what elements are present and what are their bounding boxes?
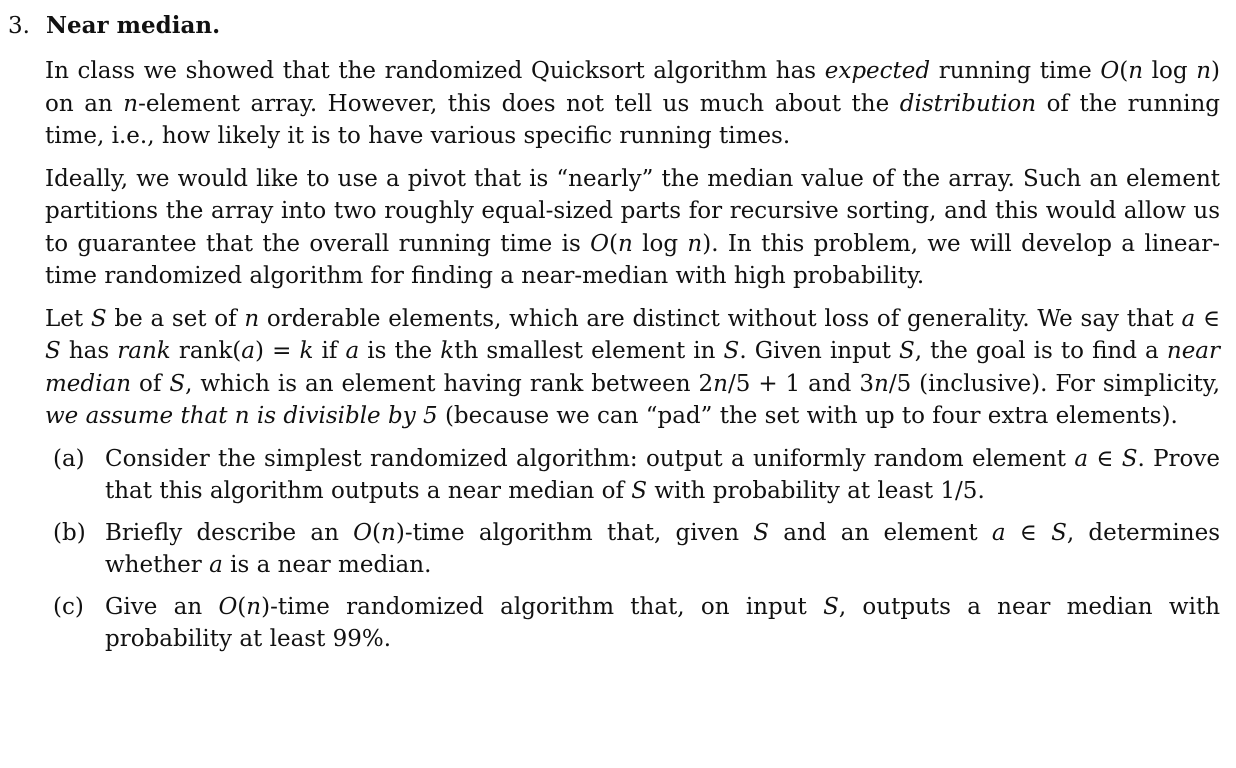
text-run: log — [632, 230, 688, 257]
italic-text: a — [345, 338, 360, 364]
italic-text: n — [687, 230, 703, 257]
text-run: running time — [930, 58, 1101, 84]
text-run: ( — [608, 230, 618, 257]
text-run: ( — [372, 519, 382, 546]
text-run: -element array. However, this does not tell us much about the — [138, 90, 900, 117]
text-run: be a set of — [106, 305, 245, 332]
italic-text: a — [1181, 305, 1196, 332]
text-run: ). In this problem, we will develop a linear-time randomized algorithm for finding a near-median with high probability. — [45, 230, 1220, 289]
text-run: if — [313, 338, 346, 364]
text-run: ( — [237, 593, 247, 620]
italic-text: distribution — [899, 90, 1037, 117]
paragraph-intro — [45, 55, 1220, 153]
text-run: (because we can “pad” the set with up to four extra elements). — [437, 403, 1178, 429]
italic-text: n — [1128, 58, 1144, 84]
paragraph-motivation — [45, 163, 1220, 293]
text-run: )-time randomized algorithm that, on input — [261, 593, 824, 620]
problem-body — [45, 55, 1220, 665]
text-run: . Prove that this algorithm outputs a near median of — [105, 445, 1220, 504]
text-run: of — [131, 370, 170, 397]
text-run: is the — [359, 338, 441, 364]
italic-text: O — [218, 593, 238, 620]
part-label: (b) — [53, 519, 86, 546]
text-run: orderable elements, which are distinct without loss of generality. We say that — [259, 305, 1182, 332]
italic-text: S — [753, 519, 770, 546]
text-run: is a near median. — [222, 552, 432, 578]
italic-text: n — [1196, 58, 1212, 84]
problem-heading — [8, 10, 220, 43]
italic-text: expected — [824, 58, 931, 84]
italic-text: S — [723, 338, 740, 364]
text-run: /5 + 1 and 3 — [727, 370, 874, 397]
text-run: ) on an — [45, 58, 1220, 117]
text-run: . Given input — [739, 338, 899, 364]
italic-text: n — [246, 593, 262, 620]
text-run: log — [1143, 58, 1197, 84]
text-run: rank( — [170, 338, 242, 364]
italic-text: S — [169, 370, 186, 397]
text-run: , which is an element having rank between 2 — [185, 370, 714, 397]
italic-text: O — [353, 519, 373, 546]
italic-text: S — [1121, 445, 1138, 472]
italic-text: k — [299, 338, 314, 364]
problem-title: Near median. — [46, 12, 221, 39]
italic-text: S — [631, 478, 648, 504]
italic-text: O — [590, 230, 609, 257]
italic-text: S — [1051, 519, 1067, 546]
text-run: ∈ — [1195, 305, 1220, 332]
text-run: Give an — [105, 593, 219, 620]
italic-text: a — [241, 338, 255, 364]
part-c — [45, 591, 1220, 656]
italic-text: a — [209, 552, 223, 578]
italic-text: we assume that n is divisible by 5 — [45, 403, 438, 429]
part-label: (a) — [53, 445, 85, 472]
italic-text: S — [823, 593, 839, 620]
text-run: Consider the simplest randomized algorithm: output a uniformly random element — [105, 445, 1075, 472]
part-b — [45, 517, 1220, 582]
text-run: , the goal is to find a — [914, 338, 1167, 364]
italic-text: S — [899, 338, 915, 364]
italic-text: a — [1074, 445, 1089, 472]
italic-text: near median — [45, 338, 1221, 397]
italic-text: n — [244, 305, 260, 332]
text-run: Let — [45, 305, 91, 332]
italic-text: O — [1100, 58, 1120, 84]
italic-text: k — [440, 338, 455, 364]
italic-text: a — [991, 519, 1006, 546]
italic-text: n — [123, 90, 139, 117]
text-run: of the running time, i.e., how likely it is to have various specific running times. — [45, 90, 1221, 149]
text-run: , determines whether — [105, 519, 1220, 578]
paragraph-definitions — [45, 303, 1220, 433]
text-run: ( — [1119, 58, 1129, 84]
text-run: , outputs a near median with probability at least 99%. — [105, 593, 1221, 652]
text-run: )-time algorithm that, given — [395, 519, 754, 546]
italic-text: n — [381, 519, 396, 546]
text-run: ∈ — [1005, 519, 1052, 546]
italic-text: n — [617, 230, 633, 257]
text-run: and an element — [769, 519, 992, 546]
part-text — [105, 594, 1220, 653]
italic-text: S — [90, 305, 107, 332]
text-run: In class we showed that the randomized Quicksort algorithm has — [45, 58, 825, 84]
text-run: Briefly describe an — [105, 519, 354, 546]
problem-number: 3. — [8, 13, 30, 39]
part-label: (c) — [53, 593, 84, 620]
part-text — [105, 446, 1220, 505]
italic-text: rank — [117, 338, 171, 364]
text-run: th smallest element in — [454, 338, 724, 364]
text-run: /5 (inclusive). For simplicity, — [888, 370, 1221, 397]
text-run: ) = — [255, 338, 300, 364]
text-run: ∈ — [1088, 445, 1122, 472]
italic-text: S — [45, 338, 61, 364]
text-run: Ideally, we would like to use a pivot that is “nearly” the median value of the array. Such an element partitions the array into two roughly equal-sized parts for recursive sorting, and this would allow us to guarantee that the overall running time is — [45, 165, 1220, 257]
part-text — [105, 520, 1220, 579]
part-a — [45, 443, 1220, 508]
text-run: has — [60, 338, 118, 364]
italic-text: n — [874, 370, 889, 397]
italic-text: n — [713, 370, 728, 397]
text-run: with probability at least 1/5. — [647, 478, 985, 504]
